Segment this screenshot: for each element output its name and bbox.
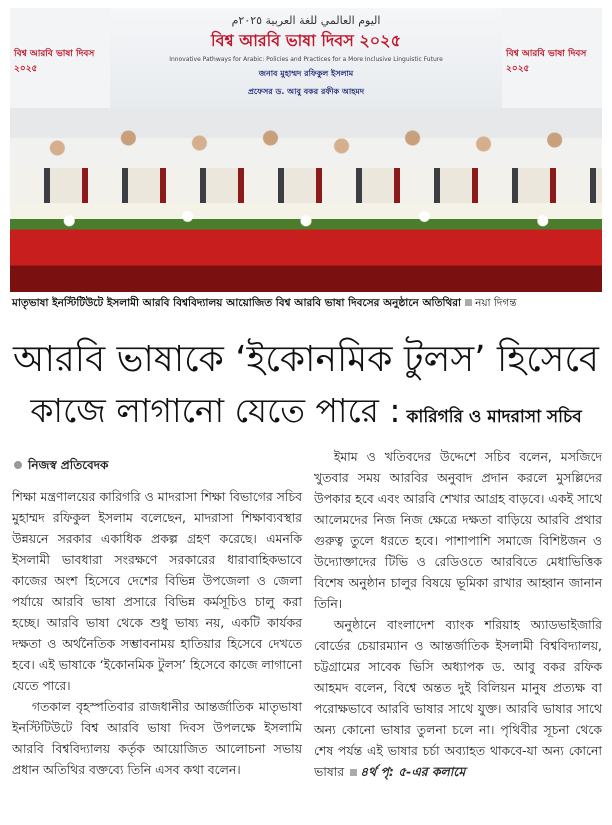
paragraph xyxy=(314,614,602,782)
continuation-jump[interactable] xyxy=(344,764,465,779)
paragraph-text: অনুষ্ঠানে বাংলাদেশ ব্যাংক শরিয়াহ অ্যাডভাইজারি বোর্ডের চেয়ারম্যান ও আন্তর্জাতিক ইসলামী বিশ্ববিদ্যালয়, চট্টগ্রামের সাবেক ভিসি অধ্যাপক ড. আবু বকর রফিক আহমদ বলেন, বিশ্বে অন্তত দুই বিলিয়ন মানুষ প্রত্যক্ষ বা পরোক্ষভাবে আরবি ভাষার সাথে যুক্ত। আরবি ভাষার সাথে অন্য কোনো ভাষার তুলনা চলে না। পৃথিবীর সূচনা থেকে শেষ পর্যন্ত এই ভাষার চর্চা অব্যাহত থাকবে-যা অন্য কোনো ভাষার xyxy=(314,617,602,779)
event-photo xyxy=(10,8,602,292)
headline-speaker: কারিগরি ও মাদরাসা সচিব xyxy=(406,407,582,427)
bullet-icon xyxy=(14,461,22,469)
banner-subtitle: Innovative Pathways for Arabic: Policies and Practices for a More Inclusive Linguistic Future xyxy=(169,56,443,63)
byline-text: নিজস্ব প্রতিবেদক xyxy=(28,458,109,472)
headline-line-2-text: কাজে লাগানো যেতে পারে : xyxy=(30,391,401,430)
paragraph: গতকাল বৃহস্পতিবার রাজধানীর আন্তর্জাতিক মাতৃভাষা ইনস্টিটিউটে বিশ্ব আরবি ভাষা দিবস উপলক্ষে ইসলামি আরবি বিশ্ববিদ্যালয় কর্তৃক আয়োজিত আলোচনা সভায় প্রধান অতিথির বক্তব্যে তিনি এসব কথা বলেন। xyxy=(12,699,302,777)
banner-arabic-title: اليوم العالمي للغة العربية ٢٠٢٥م xyxy=(231,14,381,27)
banner-chief-speaker: প্রফেসর ড. আবু বকর রফীক আহমদ xyxy=(247,87,365,96)
headline-line-1: আরবি ভাষাকে ‘ইকোনমিক টুলস’ হিসেবে xyxy=(13,339,599,380)
flower-decoration xyxy=(10,203,602,292)
square-icon xyxy=(465,299,472,306)
banner-title: বিশ্ব আরবি ভাষা দিবস ২০২৫ xyxy=(211,31,401,50)
banner-left-title: বিশ্ব আরবি ভাষা দিবস ২০২৫ xyxy=(14,49,95,74)
paragraph: ইমাম ও খতিবদের উদ্দেশে সচিব বলেন, মসজিদে খুতবার সময় আরবির অনুবাদ প্রদান করলে মুসল্লিদের উপকার হবে এবং আরবি শেখার আগ্রহ বাড়বে। একই সাথে আলেমদের নিজ নিজ ক্ষেত্রে দক্ষতা বাড়িয়ে আরবি প্রথার গুরুত্ব তুলে ধরতে হবে। পাশাপাশি সমাজে বিশিষ্টজন ও উদ্যোক্তাদের টিভি ও রেডিওতে আরবিতে মেধাভিত্তিক বিশেষ অনুষ্ঠান চালুর বিষয়ে ভূমিকা রাখার আহ্বান জানান তিনি। xyxy=(314,449,602,611)
caption-source: নয়া দিগন্ত xyxy=(475,297,517,309)
byline xyxy=(14,457,108,477)
photo-caption xyxy=(12,296,602,313)
article-column-right xyxy=(314,446,602,782)
square-icon xyxy=(350,769,357,776)
caption-text: মাতৃভাষা ইনস্টিটিউটে ইসলামী আরবি বিশ্ববিদ্যালয় আয়োজিত বিশ্ব আরবি ভাষা দিবসের অনুষ্ঠানে অতিথিরা xyxy=(12,297,462,309)
article-column-left xyxy=(12,486,302,780)
banner-right-title: বিশ্ব আরবি ভাষা দিবস ২০২৫ xyxy=(506,49,587,74)
paragraph: শিক্ষা মন্ত্রণালয়ের কারিগরি ও মাদরাসা শিক্ষা বিভাগের সচিব মুহাম্মদ রফিকুল ইসলাম বলেছেন, মাদরাসা শিক্ষাব্যবস্থার উন্নয়নে সরকার একাধিক প্রকল্প গ্রহণ করেছে। এমনকি ইসলামী ভাবধারা সংরক্ষণে সরকারের ধারাবাহিকভাবে কাজের অংশ হিসেবে দেশের বিভিন্ন উপজেলা ও জেলা পর্যায়ে আরবি ভাষা প্রসারে বিভিন্ন কর্মসূচিও চালু করা হচ্ছে। আরবি ভাষা থেকে শুধু ভাষ্য নয়, একটি কার্যকর দক্ষতা ও অর্থনৈতিক সম্ভাবনাময় হাতিয়ার হিসেবে দেখতে হবে। এই ভাষাকে ‘ইকোনমিক টুলস’ হিসেবে কাজে লাগানো যেতে পারে। xyxy=(12,489,302,693)
headline-line-2 xyxy=(0,385,612,441)
banner-chief-guest: জনাব মুহাম্মদ রফিকুল ইসলাম xyxy=(258,69,354,78)
continuation-text: ৪র্থ পৃ: ৫-এর কলামে xyxy=(360,764,466,779)
